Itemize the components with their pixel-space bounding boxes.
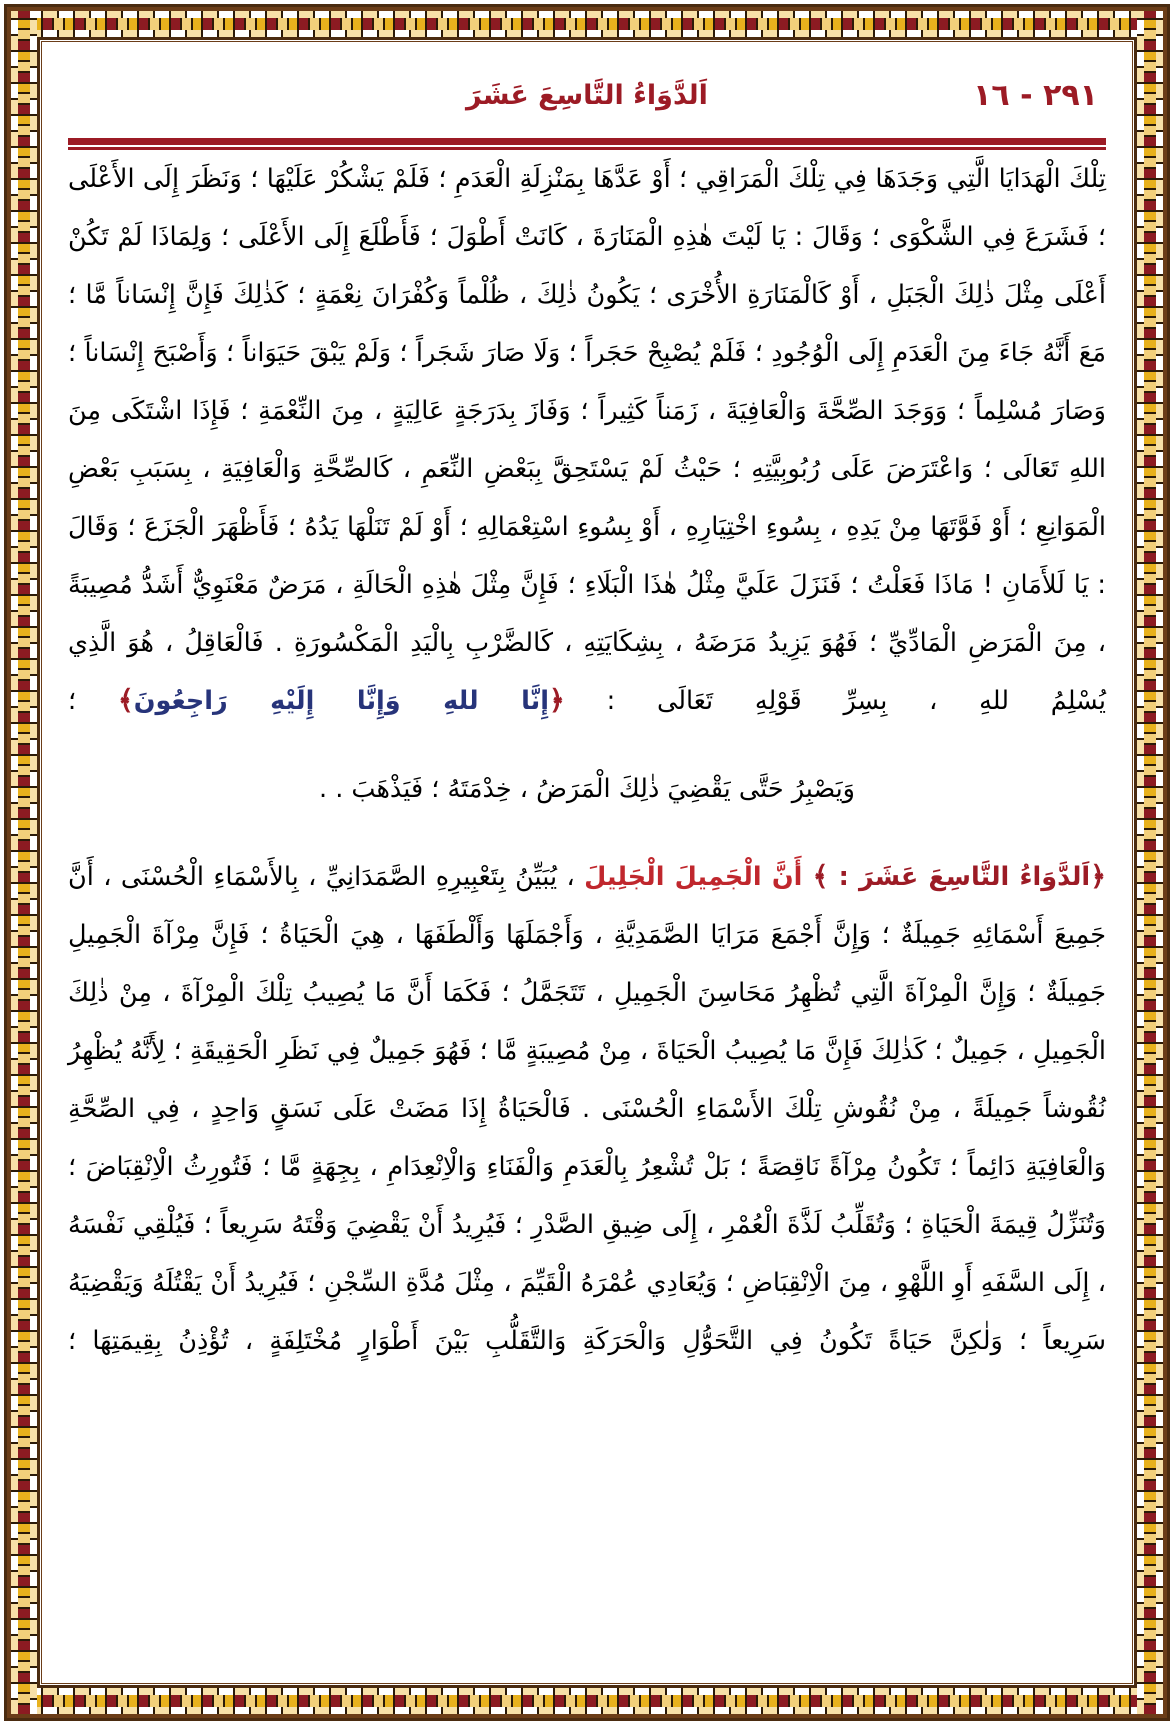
verse-bracket-close-icon: ﴾ xyxy=(117,685,134,716)
verse-bracket-open-icon: ﴿ xyxy=(549,685,565,716)
body-line: فَإِنَّ مِرْآةَ الْجَمِيلِ جَمِيلَةٌ ؛ وَإِنَّ الْمِرْآةَ الَّتِي تُظْهِرُ مَحَاسِنَ الْجَمِيلِ ، تَتَجَمَّلُ ؛ فَكَمَا أَنَّ مَا xyxy=(68,920,1107,1008)
body-line: مَّا ؛ فَهُوَ جَمِيلٌ فِي نَظَرِ الْحَقِيقَةِ ؛ لِأَنَّهُ يُظْهِرُ نُقُوشاً جَمِيلَةً ، مِنْ نُقُوشِ تِلْكَ الأَسْمَاءِ الْحُسْنَى . xyxy=(68,1036,1106,1124)
braid-chain-pattern xyxy=(11,11,37,1714)
body-line: لَذَّةَ الْعُمْرِ ، إِلَى ضِيقِ الصَّدْرِ ؛ فَيُرِيدُ أَنْ يَقْضِيَ وَقْتَهُ سَرِيعاً ؛ فَيُلْقِي نَفْسَهُ ، إِلَى السَّفَهِ أَوِ xyxy=(68,1210,1107,1298)
body-line: يُصِيبُ تِلْكَ الْمِرْآةَ ، مِنْ ذٰلِكَ الْجَمِيلِ ، جَمِيلٌ ؛ كَذٰلِكَ فَإِنَّ مَا يُصِيبُ الْحَيَاةَ ، مِنْ مُصِيبَةٍ xyxy=(68,978,1106,1066)
body-line: عَلَى رُبُوبِيَّتِهِ ؛ حَيْثُ لَمْ يَسْتَحِقَّ بِبَعْضِ النِّعَمِ ، كَالصِّحَّةِ وَالْعَافِيَةِ ، بِسَبَبِ بَعْضِ الْمَوَانِعِ ؛ xyxy=(68,454,1106,542)
body-line: إِلَى الأَعْلَى ؛ وَلِمَاذَا لَمْ تَكُنْ أَعْلَى مِثْلَ ذٰلِكَ الْجَبَلِ ، أَوْ كَالْمَنَارَةِ الأُخْرَى ؛ يَكُونُ ذٰلِكَ ، xyxy=(68,222,1106,310)
body-line: الْحُسْنَى ، أَنَّ جَمِيعَ أَسْمَائِهِ جَمِيلَةٌ ؛ وَإِنَّ أَجْمَعَ مَرَايَا الصَّمَدِيَّةِ ، وَأَجْمَلَهَا وَأَلْطَفَهَا ، هِيَ الْحَيَاةُ ؛ xyxy=(68,862,1106,950)
section-heading-tail: ، يُبَيِّنُ بِتَعْبِيرِهِ الصَّمَدَانِيِّ ، بِالأَسْمَاءِ xyxy=(213,862,585,892)
heading-bracket-open-icon: ﴿ xyxy=(1090,861,1107,892)
paragraph-one xyxy=(68,150,1106,730)
header-divider xyxy=(68,138,1106,150)
border-braid-top xyxy=(11,11,1163,37)
body-line: تِلْكَ الْهَدَايَا الَّتِي وَجَدَهَا فِي تِلْكَ الْمَرَاقِي ؛ أَوْ عَدَّهَا بِمَنْزِلَةِ الْعَدَمِ ؛ فَلَمْ يَشْكُرْ عَلَيْهَا ؛ xyxy=(250,164,1107,194)
body-line: حَجَراً ؛ وَلَا صَارَ شَجَراً ؛ وَلَمْ يَبْقَ حَيَوَاناً ؛ وَأَصْبَحَ إِنْسَاناً ؛ وَصَارَ مُسْلِماً ؛ وَوَجَدَ الصِّحَّةَ xyxy=(68,338,1106,426)
body-line: سَرِيعاً ؛ وَلٰكِنَّ حَيَاةً تَكُونُ فِي التَّحَوُّلِ وَالْحَرَكَةِ وَالتَّقَلُّبِ بَيْنَ أَطْوَارٍ مُخْتَلِفَةٍ ، تُؤْذِنُ بِقِيمَتِهَا ؛ xyxy=(68,1326,1106,1356)
divider-thick-rule xyxy=(68,138,1106,145)
body-line: تُشْعِرُ بِالْعَدَمِ وَالْفَنَاءِ وَالْاِنْعِدَامِ ، بِجِهَةٍ مَّا ؛ فَتُورِثُ الْاِنْقِبَاضَ ؛ وَتُنَزِّلُ قِيمَةَ الْحَيَاةِ ؛ وَتُقَلِّبُ xyxy=(68,1152,1106,1240)
page-content xyxy=(46,46,1128,1679)
body-line: ظُلْماً وَكُفْرَانَ نِعْمَةٍ ؛ كَذٰلِكَ فَإِنَّ إِنْسَاناً مَّا ؛ مَعَ أَنَّهُ جَاءَ مِنَ الْعَدَمِ إِلَى الْوُجُودِ ؛ فَلَمْ يُصْبِحْ xyxy=(68,280,1107,368)
section-heading-label: اَلدَّوَاءُ التَّاسِعَ عَشَرَ : xyxy=(828,862,1091,892)
border-braid-left xyxy=(11,11,37,1714)
body-line: وَيَصْبِرُ حَتَّى يَقْضِيَ ذٰلِكَ الْمَرَضُ ، خِدْمَتَهُ ؛ فَيَذْهَبَ . . xyxy=(318,774,855,804)
body-line-after-verse: ؛ xyxy=(68,686,118,716)
body-line: وَنَظَرَ إِلَى الأَعْلَى ؛ فَشَرَعَ فِي الشَّكْوَى ؛ وَقَالَ : يَا لَيْتَ هٰذِهِ الْمَنَارَةَ ، كَانَتْ أَطْوَلَ ؛ فَأَطْلَعَ xyxy=(68,164,1107,252)
braid-chain-pattern xyxy=(11,11,1163,37)
body-line: وَالْعَافِيَةَ ، زَمَناً كَثِيراً ؛ وَفَازَ بِدَرَجَةٍ عَالِيَةٍ ، مِنَ النِّعْمَةِ ؛ فَإِذَا اشْتَكَى مِنَ اللهِ تَعَالَى ؛ وَاعْتَرَضَ xyxy=(68,396,1106,484)
border-braid-bottom xyxy=(11,1688,1163,1714)
body-text xyxy=(62,150,1112,1370)
page-title: اَلدَّوَاءُ التَّاسِعَ عَشَرَ xyxy=(466,80,708,111)
border-braid-right xyxy=(1137,11,1163,1714)
body-line: اللَّهْوِ ، مِنَ الْاِنْقِبَاضِ ؛ وَيُعَادِي عُمْرَهُ الْقَيِّمَ ، مِثْلَ مُدَّةِ السِّجْنِ ؛ فَيُرِيدُ أَنْ يَقْتُلَهُ وَيَقْضِيَهُ xyxy=(68,1268,945,1298)
braid-chain-pattern xyxy=(11,1688,1163,1714)
heading-bracket-close-icon: ﴾ xyxy=(812,861,829,892)
body-line: مَعْنَوِيٌّ أَشَدُّ مُصِيبَةً ، مِنَ الْمَرَضِ الْمَادِّيِّ ؛ فَهُوَ يَزِيدُ مَرَضَهُ ، بِشِكَايَتِهِ ، كَالضَّرْبِ بِالْيَدِ xyxy=(68,570,1107,658)
braid-chain-pattern xyxy=(1137,11,1163,1714)
body-line: أَوْ فَوَّتَهَا مِنْ يَدِهِ ، بِسُوءِ اخْتِيَارِهِ ، أَوْ بِسُوءِ اسْتِعْمَالِهِ ؛ أَوْ لَمْ تَنَلْهَا يَدُهُ ؛ فَأَظْهَرَ الْجَزَعَ ؛ xyxy=(127,512,1011,542)
folio-number: ٢٩١ - ١٦ xyxy=(973,78,1098,113)
section-heading-subject: أَنَّ الْجَمِيلَ الْجَلِيلَ xyxy=(584,862,813,892)
paragraph-one-closing-line xyxy=(68,760,1106,818)
body-line: فَالْحَيَاةُ إِذَا مَضَتْ عَلَى نَسَقٍ وَاحِدٍ ، فِي الصِّحَّةِ وَالْعَافِيَةِ دَائِماً ؛ تَكُونُ مِرْآةً نَاقِصَةً ؛ بَلْ xyxy=(68,1094,1107,1182)
quran-verse: إِنَّا للهِ وَإِنَّا إِلَيْهِ رَاجِعُونَ xyxy=(133,686,550,716)
page-header xyxy=(62,68,1112,134)
body-line: وَقَالَ : يَا لَلأَمَانِ ! مَاذَا فَعَلْتُ ؛ فَنَزَلَ عَلَيَّ مِثْلُ هٰذَا الْبَلَاءِ ؛ فَإِنَّ مِثْلَ هٰذِهِ الْحَالَةِ ، مَرَضٌ xyxy=(68,512,1107,600)
paragraph-two xyxy=(68,848,1106,1370)
body-line-before-verse: الْمَكْسُورَةِ . فَالْعَاقِلُ ، هُوَ الَّذِي يُسْلِمُ للهِ ، بِسِرِّ قَوْلِهِ تَعَالَى : xyxy=(68,628,1106,716)
